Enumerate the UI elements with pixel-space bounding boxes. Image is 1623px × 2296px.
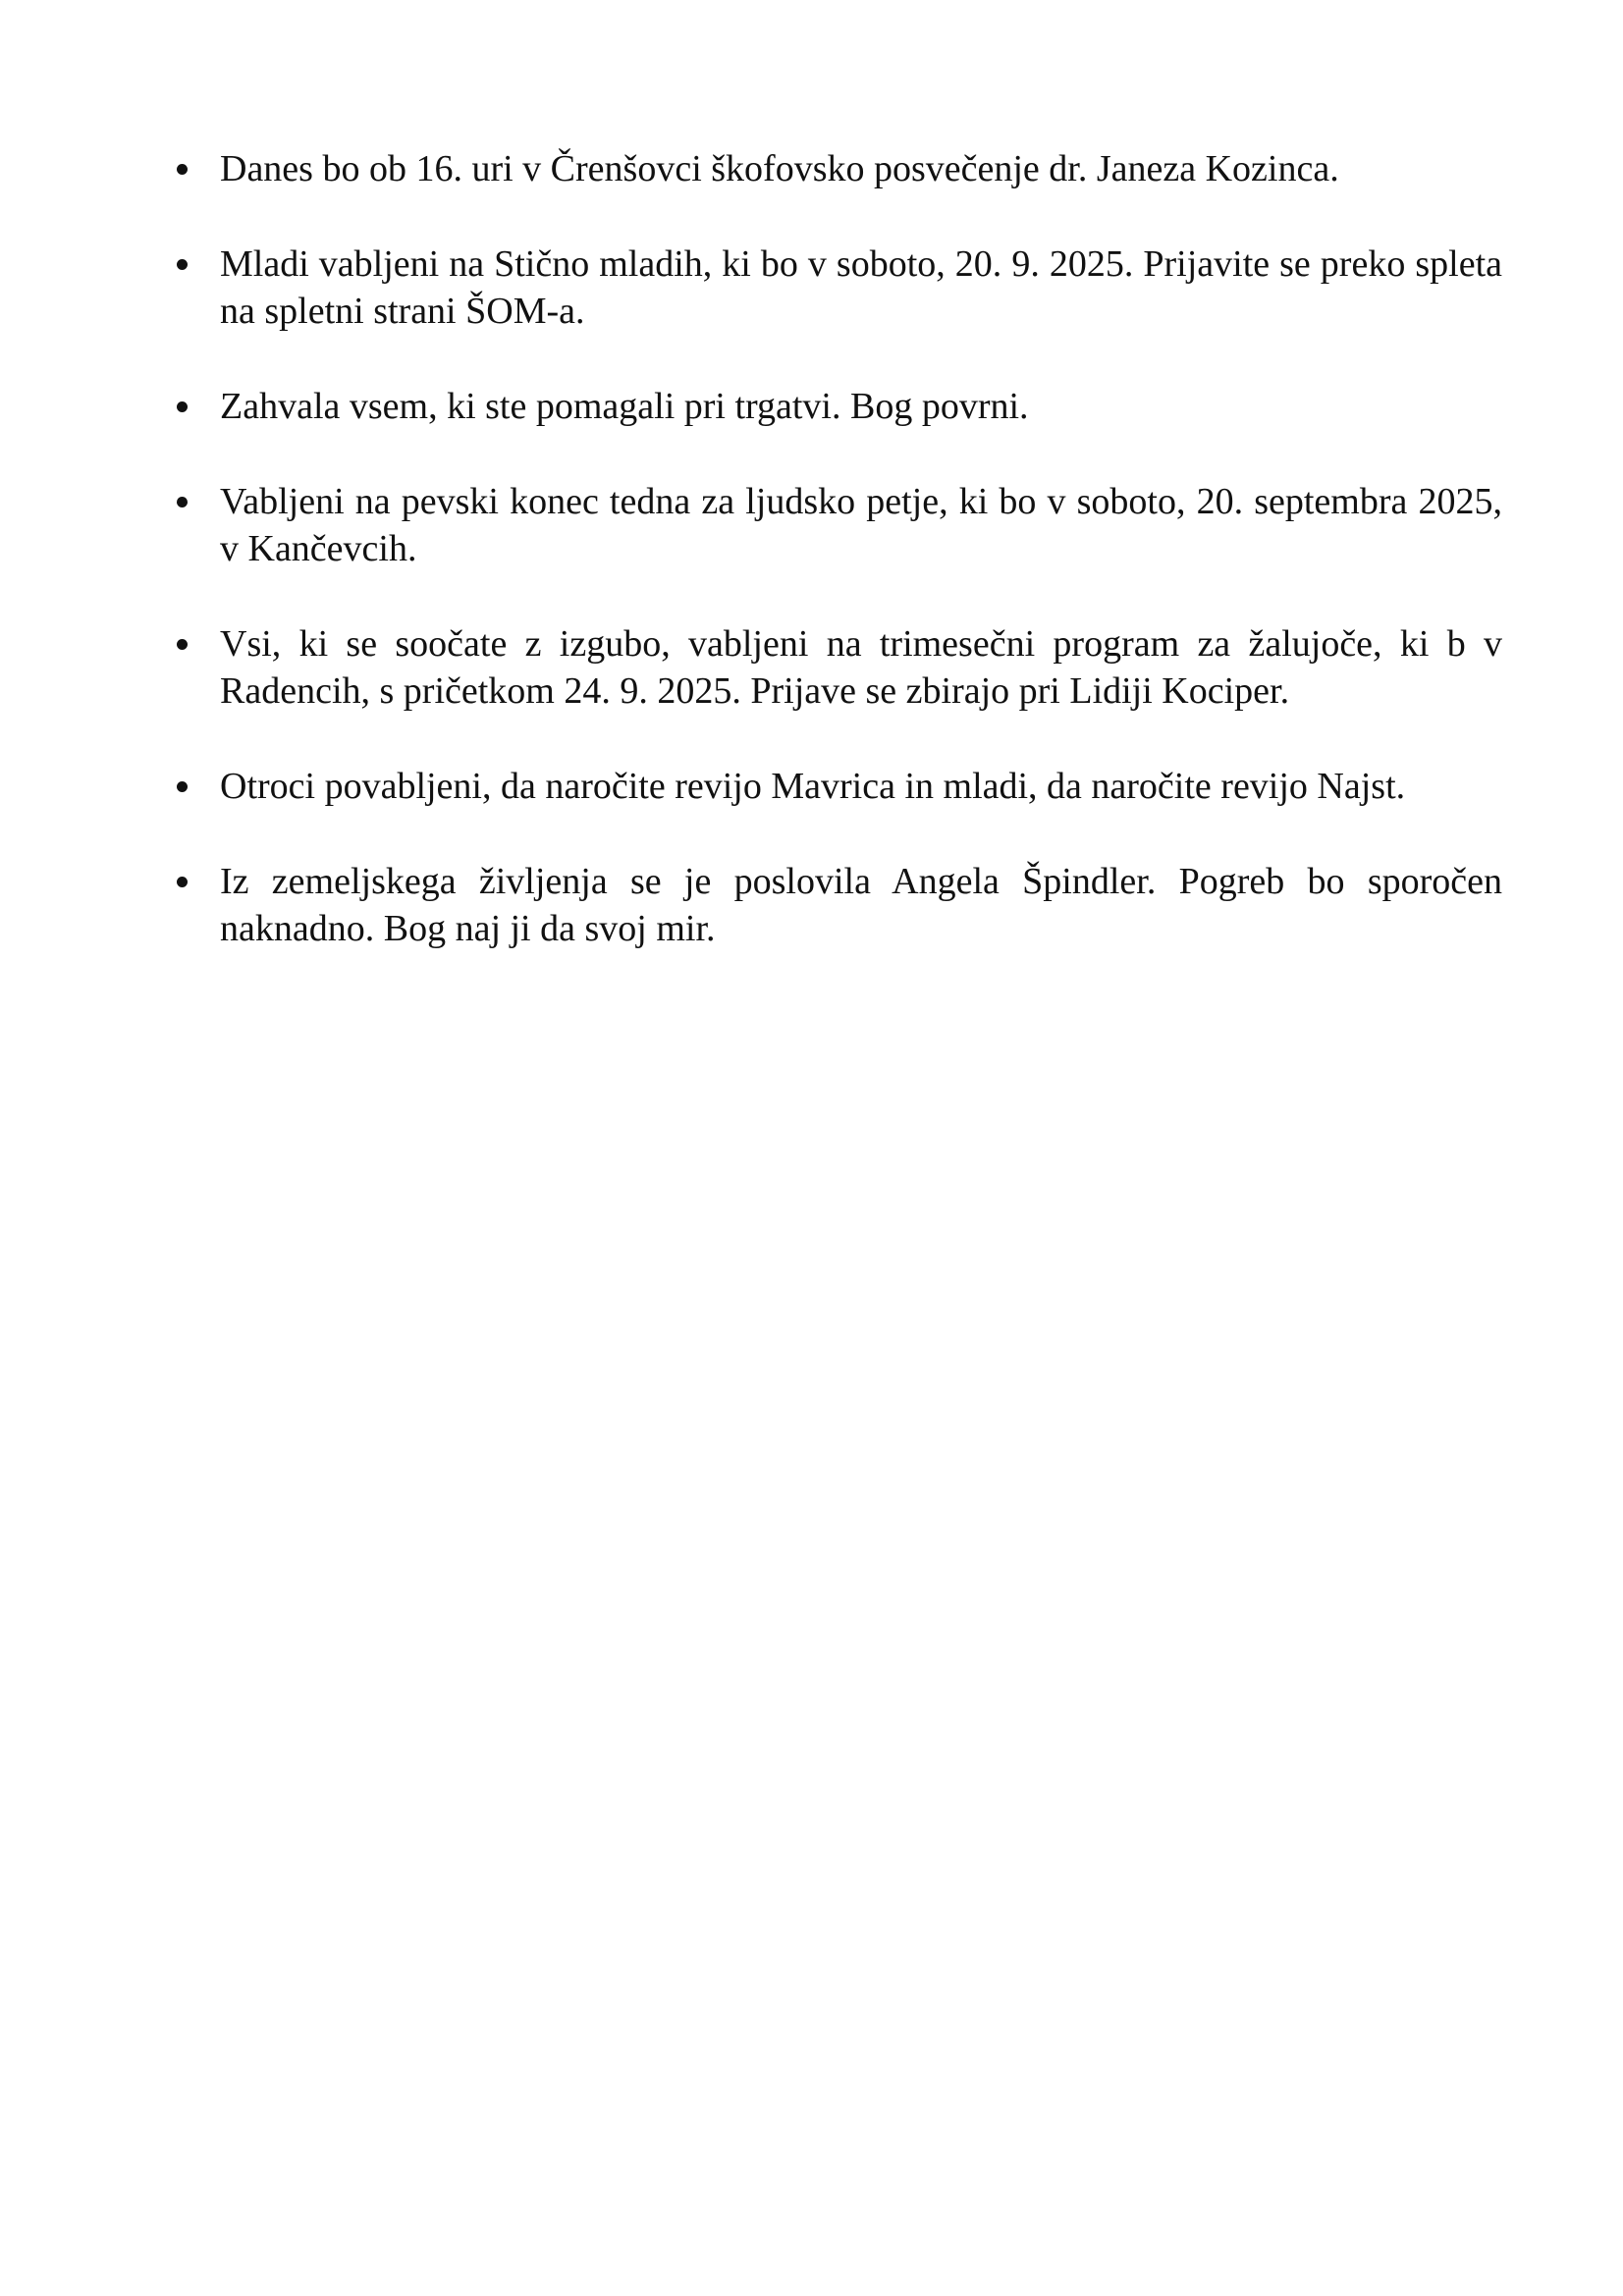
announcement-text: Danes bo ob 16. uri v Črenšovci škofovsko posvečenje dr. Janeza Kozinca.	[220, 148, 1339, 189]
announcement-item	[167, 620, 1502, 715]
announcement-text: Zahvala vsem, ki ste pomagali pri trgatvi. Bog povrni.	[220, 386, 1029, 427]
announcement-text: Iz zemeljskega življenja se je poslovila Angela Špindler. Pogreb bo sporočen naknadno. Bog naj ji da svoj mir.	[220, 861, 1502, 949]
announcement-item	[167, 763, 1502, 810]
announcement-item	[167, 145, 1502, 192]
announcement-text: Vabljeni na pevski konec tedna za ljudsko petje, ki bo v soboto, 20. septembra 2025, v Kančevcih.	[220, 481, 1502, 569]
bullet-icon	[177, 877, 188, 887]
announcement-text: Mladi vabljeni na Stično mladih, ki bo v soboto, 20. 9. 2025. Prijavite se preko spleta na spletni strani ŠOM-a.	[220, 243, 1502, 332]
announcement-item	[167, 383, 1502, 430]
bullet-icon	[177, 401, 188, 412]
announcement-item	[167, 240, 1502, 335]
announcement-item	[167, 858, 1502, 952]
announcement-list	[167, 145, 1502, 1000]
announcement-item	[167, 478, 1502, 572]
announcement-text: Vsi, ki se soočate z izgubo, vabljeni na trimesečni program za žalujoče, ki b v Radencih, s pričetkom 24. 9. 2025. Prijave se zbirajo pri Lidiji Kociper.	[220, 623, 1502, 712]
bullet-icon	[177, 639, 188, 650]
announcement-text: Otroci povabljeni, da naročite revijo Mavrica in mladi, da naročite revijo Najst.	[220, 766, 1406, 807]
bullet-icon	[177, 164, 188, 175]
bullet-icon	[177, 259, 188, 270]
bullet-icon	[177, 497, 188, 507]
bullet-icon	[177, 781, 188, 792]
